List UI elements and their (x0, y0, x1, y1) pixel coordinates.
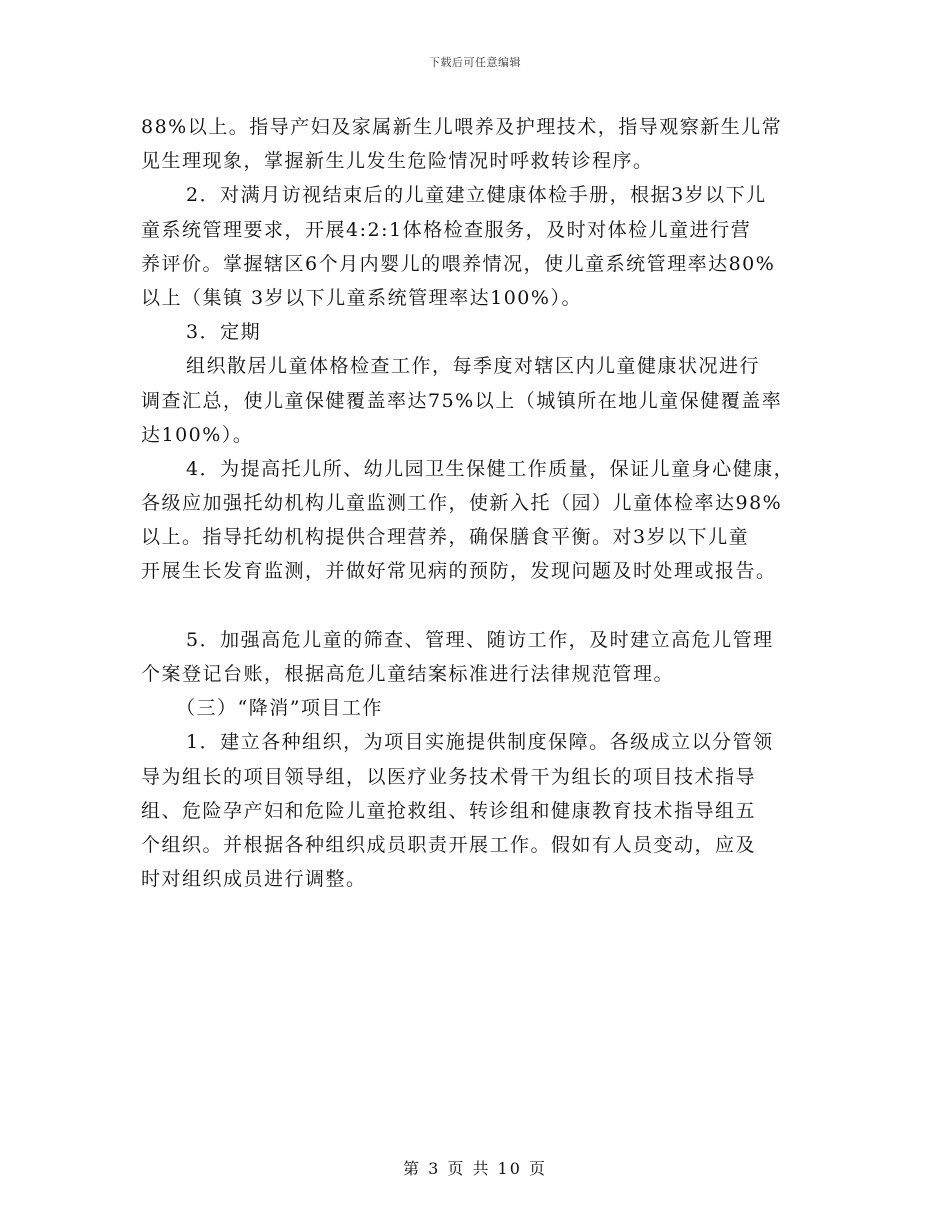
paragraph-gap (141, 589, 813, 623)
text-line: 童系统管理要求，开展4:2:1体格检查服务，及时对体检儿童进行营 (141, 218, 752, 241)
document-body (141, 110, 813, 896)
text-line: 见生理现象，掌握新生儿发生危险情况时呼救转诊程序。 (141, 150, 654, 173)
text-line: 开展生长发育监测，并做好常见病的预防，发现问题及时处理或报告。 (141, 560, 777, 583)
text-line: 2．对满月访视结束后的儿童建立健康体检手册，根据3岁以下儿 (186, 184, 767, 207)
section-heading: （三）“降消”项目工作 (176, 697, 383, 720)
text-line: 以上。指导托幼机构提供合理营养，确保膳食平衡。对3岁以下儿童 (141, 526, 750, 549)
text-line: 达100%）。 (141, 423, 254, 446)
text-line: 各级应加强托幼机构儿童监测工作，使新入托（园）儿童体检率达98% (141, 492, 783, 515)
page-footer: 第 3 页 共 10 页 (403, 1159, 547, 1178)
text-line: 4．为提高托儿所、幼儿园卫生保健工作质量，保证儿童身心健康， (186, 457, 795, 480)
text-line: 个组织。并根据各种组织成员职责开展工作。假如有人员变动，应及 (141, 833, 757, 856)
text-line: 组织散居儿童体格检查工作，每季度对辖区内儿童健康状况进行 (186, 355, 761, 378)
text-line: 3．定期 (186, 321, 262, 344)
text-line: 调查汇总，使儿童保健覆盖率达75%以上（城镇所在地儿童保健覆盖率 (141, 389, 783, 412)
text-line: 导为组长的项目领导组，以医疗业务技术骨干为组长的项目技术指导 (141, 765, 757, 788)
text-line: 组、危险孕产妇和危险儿童抢救组、转诊组和健康教育技术指导组五 (141, 799, 757, 822)
text-line: 个案登记台账，根据高危儿童结案标准进行法律规范管理。 (141, 663, 675, 685)
text-line: 养评价。掌握辖区6个月内婴儿的喂养情况，使儿童系统管理率达80% (141, 252, 776, 275)
text-line: 88%以上。指导产妇及家属新生儿喂养及护理技术，指导观察新生儿常 (141, 116, 783, 138)
text-line: 1．建立各种组织，为项目实施提供制度保障。各级成立以分管领 (186, 731, 774, 754)
page-header: 下载后可任意编辑 (429, 56, 521, 69)
text-line: 时对组织成员进行调整。 (141, 868, 367, 891)
text-line: 以上（集镇 3岁以下儿童系统管理率达100%）。 (141, 286, 582, 309)
text-line: 5．加强高危儿童的筛查、管理、随访工作，及时建立高危儿管理 (186, 628, 774, 651)
